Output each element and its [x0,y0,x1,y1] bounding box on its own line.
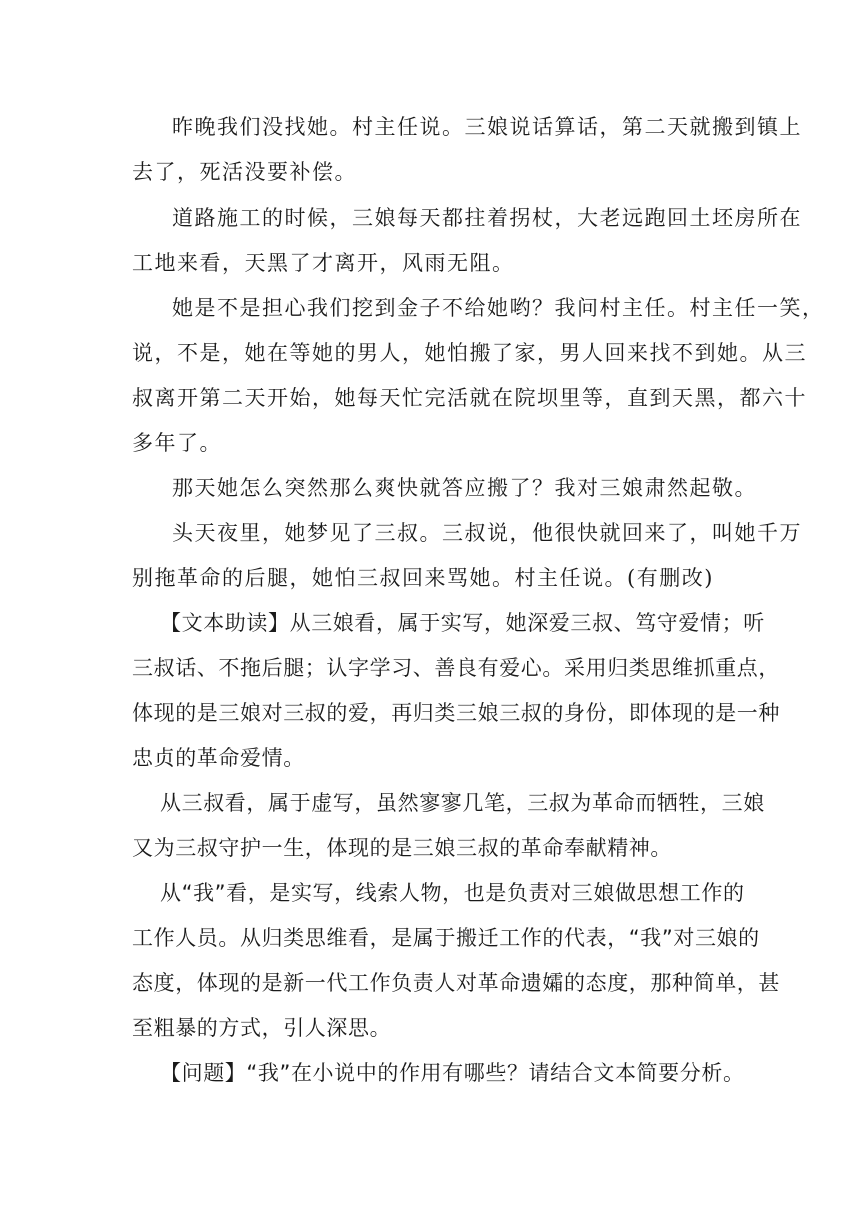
text-line-8: 多年了。 [132,431,222,455]
text-line-3: 道路施工的时候，三娘每天都拄着拐杖，大老远跑回土坯房所在 [172,206,802,230]
text-line-16: 从三叔看，属于虚写，虽然寥寥几笔，三叔为革命而牺牲，三娘 [160,791,765,815]
text-line-13: 三叔话、不拖后腿；认字学习、善良有爱心。采用归类思维抓重点， [132,656,780,680]
text-line-9: 那天她怎么突然那么爽快就答应搬了？我对三娘肃然起敬。 [172,476,757,500]
text-line-15: 忠贞的革命爱情。 [132,746,305,770]
text-line-7: 叔离开第二天开始，她每天忙完活就在院坝里等，直到天黑，都六十 [132,386,807,410]
text-line-21: 至粗暴的方式，引人深思。 [132,1016,392,1040]
text-line-5: 她是不是担心我们挖到金子不给她哟？我问村主任。村主任一笑， [172,296,825,320]
text-line-2: 去了，死活没要补偿。 [132,160,357,184]
text-line-18: 从“我”看，是实写，线索人物，也是负责对三娘做思想工作的 [160,881,745,905]
text-line-19: 工作人员。从归类思维看，是属于搬迁工作的代表，“我”对三娘的 [132,926,760,950]
text-line-11: 别拖革命的后腿，她怕三叔回来骂她。村主任说。(有删改) [132,566,714,590]
text-line-10: 头天夜里，她梦见了三叔。三叔说，他很快就回来了，叫她千万 [172,521,802,545]
text-line-20: 态度，体现的是新一代工作负责人对革命遗孀的态度，那种简单，甚 [132,971,780,995]
text-line-22: 【问题】“我”在小说中的作用有哪些？请结合文本简要分析。 [160,1061,745,1085]
text-line-14: 体现的是三娘对三叔的爱，再归类三娘三叔的身份，即体现的是一种 [132,701,780,725]
text-line-6: 说，不是，她在等她的男人，她怕搬了家，男人回来找不到她。从三 [132,341,807,365]
text-line-4: 工地来看，天黑了才离开，风雨无阻。 [132,251,515,275]
text-line-12: 【文本助读】从三娘看，属于实写，她深爱三叔、笃守爱情；听 [160,611,765,635]
text-line-17: 又为三叔守护一生，体现的是三娘三叔的革命奉献精神。 [132,836,672,860]
text-line-1: 昨晚我们没找她。村主任说。三娘说话算话，第二天就搬到镇上 [172,115,802,139]
